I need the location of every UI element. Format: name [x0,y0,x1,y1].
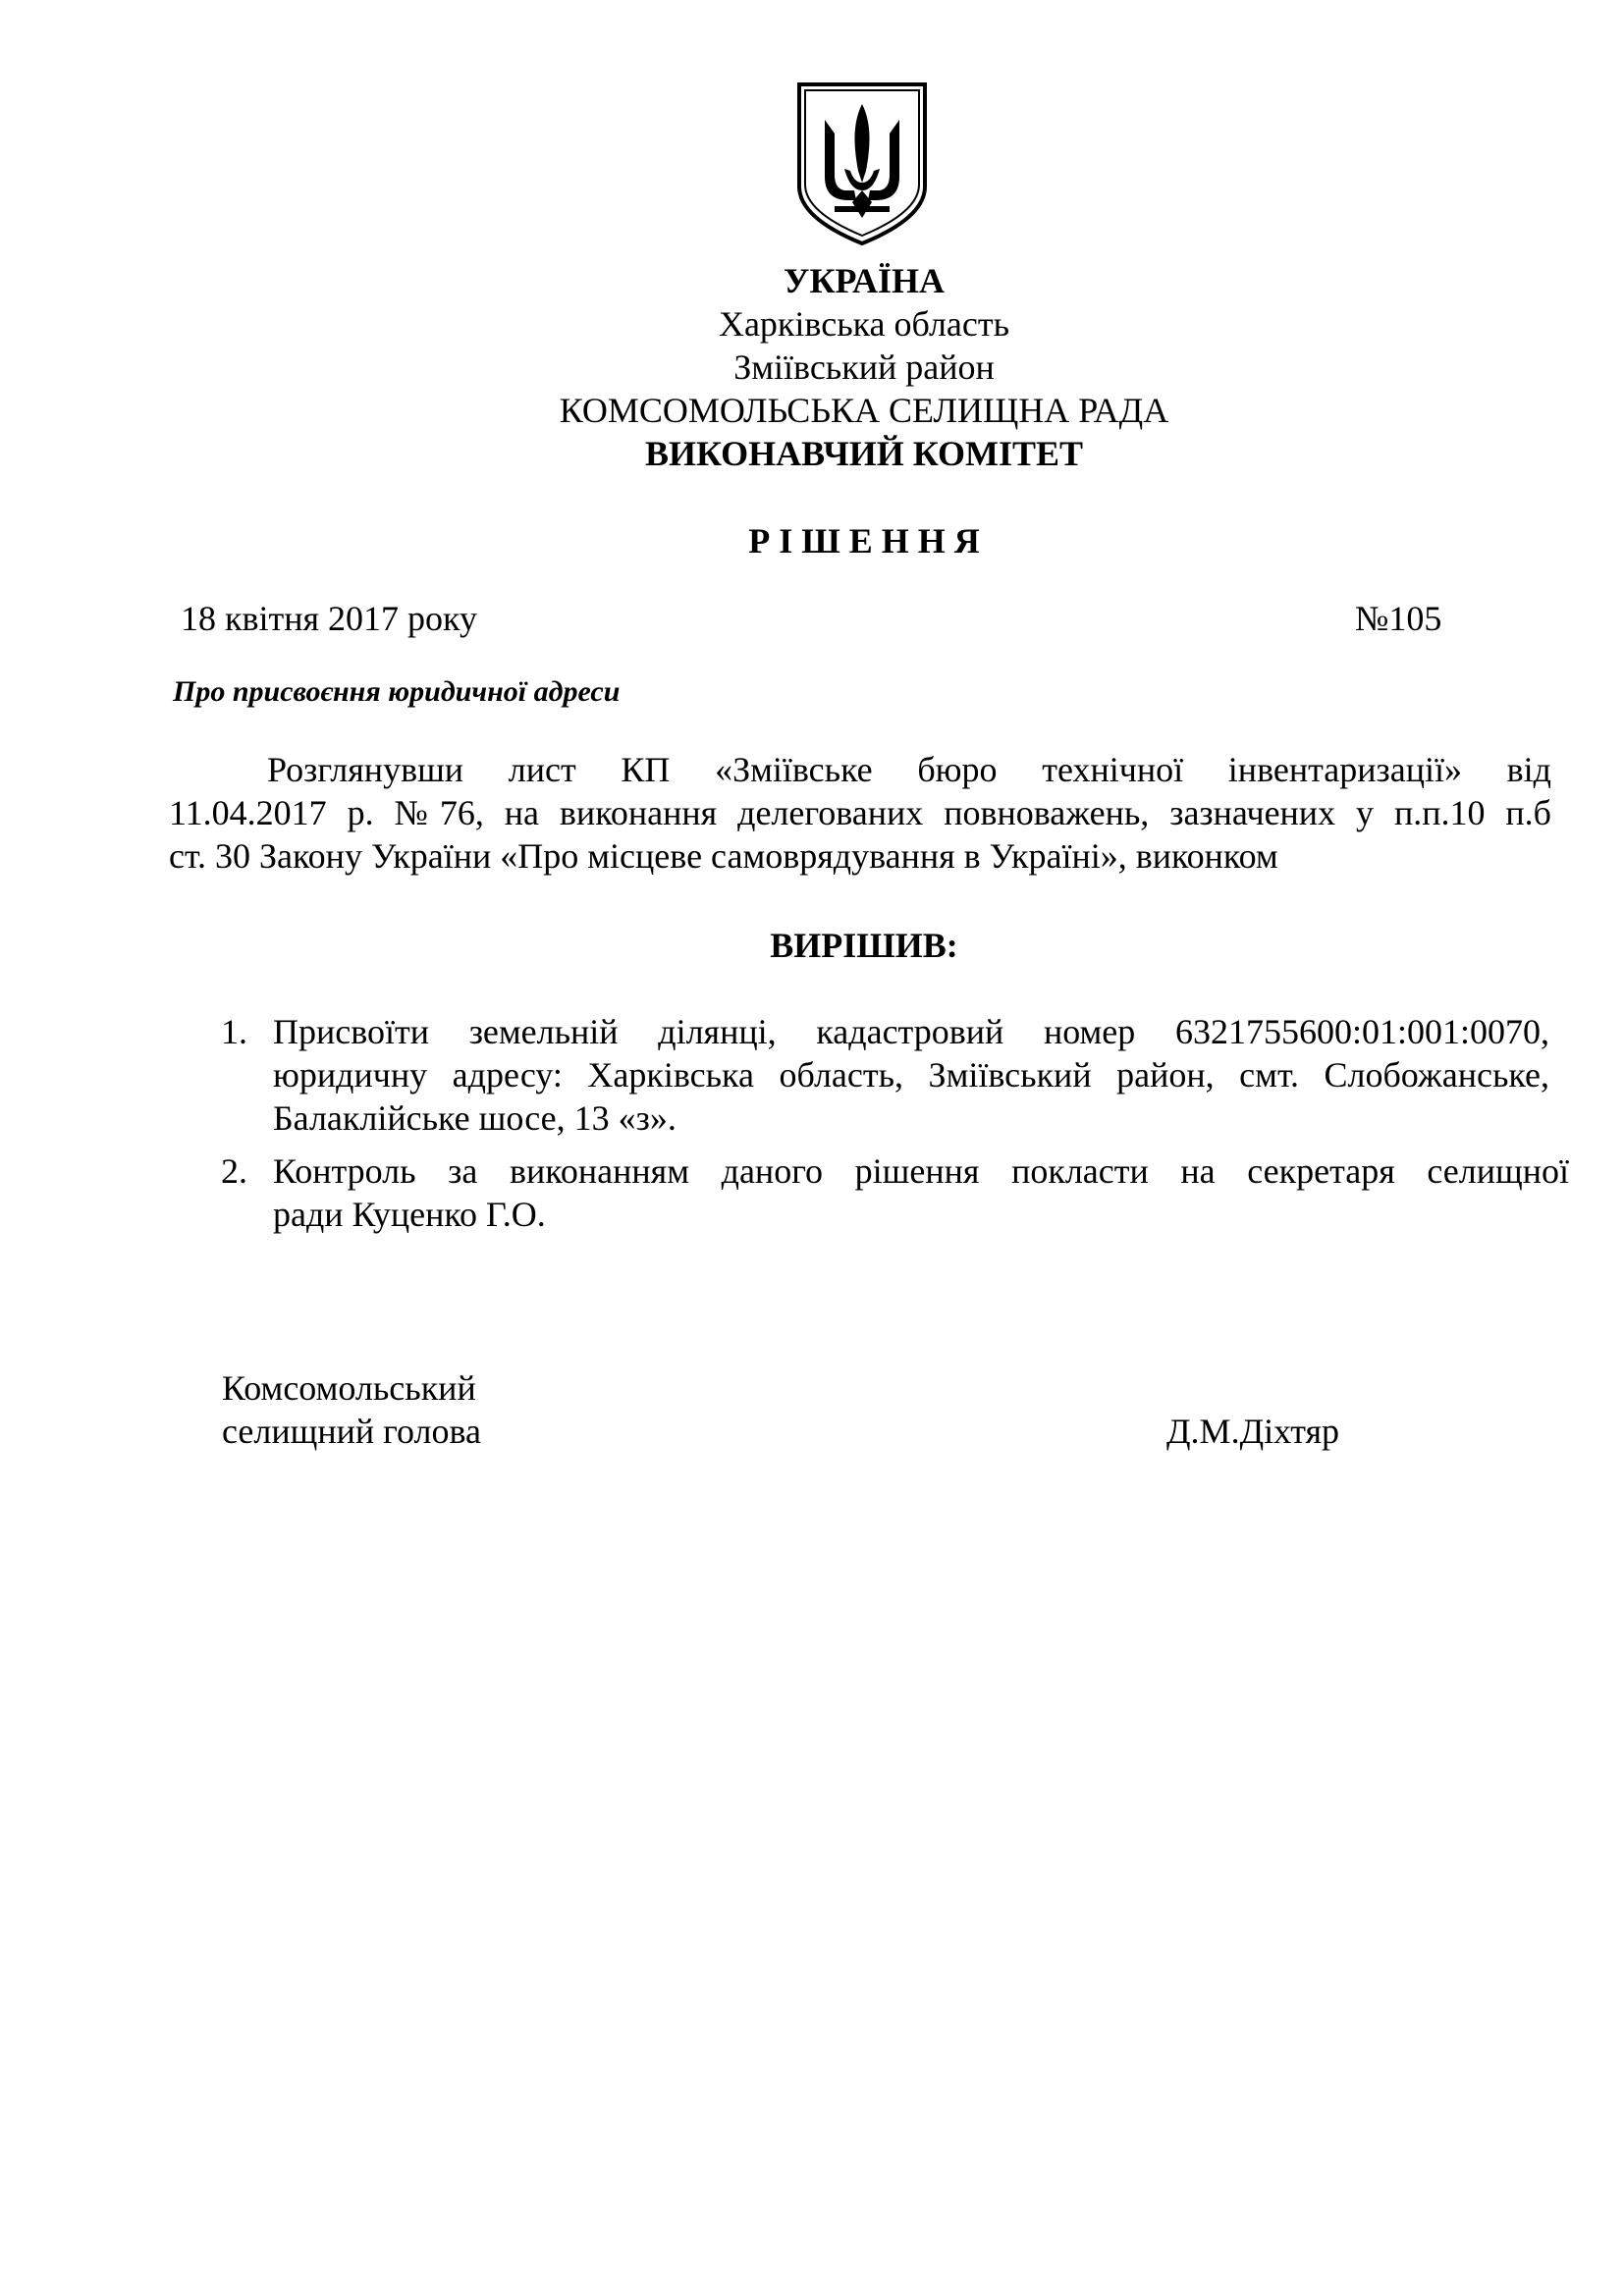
signature-title-line-1: Комсомольський [222,1368,476,1408]
list-item-number-1: 1. [221,1012,247,1051]
preamble-line-1: Розглянувши лист КП «Зміївське бюро технічної інвентаризації» від [267,750,1551,789]
preamble-line-2: 11.04.2017 р. №76, на виконання делегованих повноважень, зазначених у п.п.10 п.б [169,793,1551,832]
list-item-1-line-1: Присвоїти земельній ділянці, кадастровий номер 6321755600:01:001:0070, [273,1012,1549,1051]
list-item-2-line-2: ради Куценко Г.О. [273,1195,546,1234]
committee-line: ВИКОНАВЧИЙ КОМІТЕТ [644,434,1084,473]
document-subject: Про присвоєння юридичної адреси [173,675,621,708]
decided-heading: ВИРІШИВ: [770,926,958,965]
list-item-2-line-1: Контроль за виконанням даного рішення покласти на секретаря селищної [273,1151,1569,1191]
oblast-line: Харківська область [718,304,1010,344]
list-item-number-2: 2. [221,1151,247,1191]
signature-title-line-2: селищний голова [222,1412,482,1451]
preamble-line-3: ст. 30 Закону України «Про місцеве самоврядування в Україні», виконком [169,836,1278,876]
document-date: 18 квітня 2017 року [181,599,478,638]
list-item-1-line-3: Балаклійське шосе, 13 «з». [273,1098,677,1138]
country-heading: УКРАЇНА [784,261,945,300]
list-item-1-line-2: юридичну адресу: Харківська область, Зміївський район, смт. Слобожанське, [273,1055,1549,1095]
council-line: КОМСОМОЛЬСЬКА СЕЛИЩНА РАДА [559,391,1169,430]
raion-line: Зміївський район [733,347,995,387]
document-type-title: Р І Ш Е Н Н Я [748,521,980,561]
document-number: №105 [1355,599,1442,638]
trident-coat-of-arms-icon [795,80,929,247]
signatory-name: Д.М.Діхтяр [1166,1412,1340,1451]
